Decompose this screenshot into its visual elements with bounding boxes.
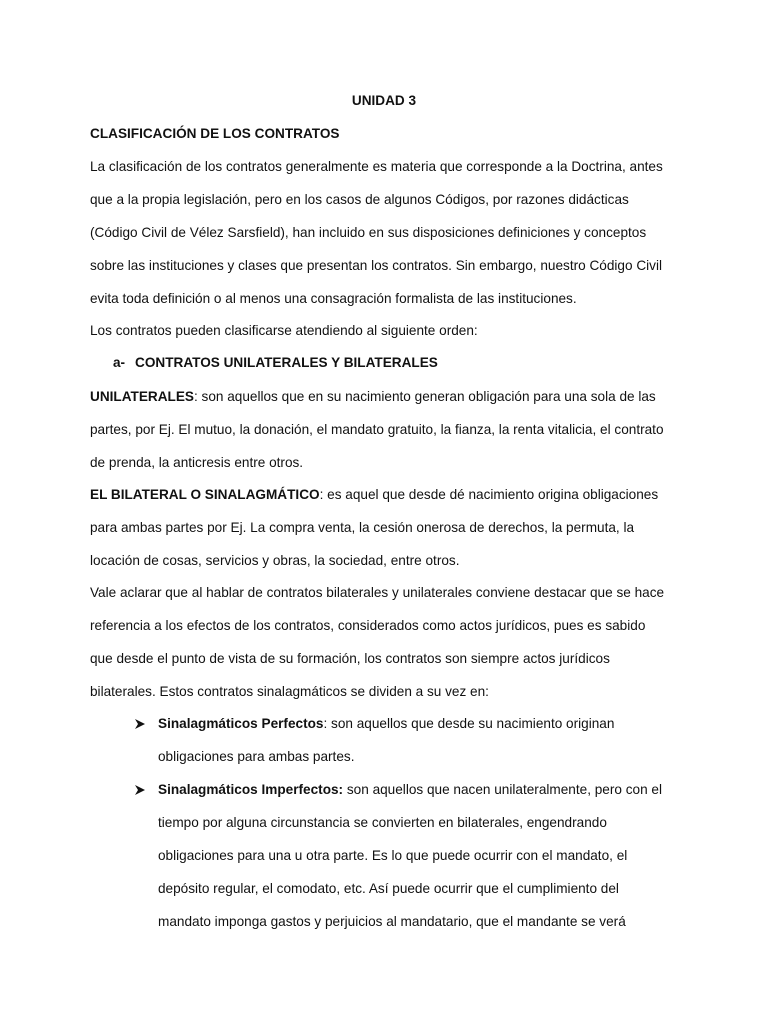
bullet-line: tiempo por alguna circunstancia se convierten en bilaterales, engendrando	[158, 815, 607, 830]
arrowhead-bullet-icon	[134, 715, 146, 733]
paragraph-line: que a la propia legislación, pero en los casos de algunos Códigos, por razones didácticas	[90, 192, 629, 207]
paragraph-line: bilaterales. Estos contratos sinalagmáticos se dividen a su vez en:	[90, 684, 489, 699]
definition-text: : es aquel que desde dé nacimiento origina obligaciones	[319, 487, 659, 502]
paragraph-line	[90, 388, 656, 406]
bullet-line: obligaciones para una u otra parte. Es lo que puede ocurrir con el mandato, el	[158, 848, 628, 863]
subsection-marker: a-	[113, 355, 126, 370]
paragraph-line: locación de cosas, servicios y obras, la sociedad, entre otros.	[90, 553, 460, 568]
paragraph-line: referencia a los efectos de los contratos, considerados como actos jurídicos, pues es sabido	[90, 618, 646, 633]
section-heading: CLASIFICACIÓN DE LOS CONTRATOS	[90, 126, 340, 141]
paragraph-line: de prenda, la anticresis entre otros.	[90, 455, 304, 470]
bullet-line	[158, 715, 614, 733]
term-unilaterales: UNILATERALES	[90, 389, 194, 404]
bullet-line: depósito regular, el comodato, etc. Así puede ocurrir que el cumplimiento del	[158, 881, 619, 896]
term-bilateral: EL BILATERAL O SINALAGMÁTICO	[90, 487, 320, 502]
paragraph-line: partes, por Ej. El mutuo, la donación, el mandato gratuito, la fianza, la renta vitalicia, el contrato	[90, 422, 664, 437]
definition-text: : son aquellos que desde su nacimiento originan	[323, 716, 615, 731]
definition-text: son aquellos que nacen unilateralmente, pero con el	[343, 782, 663, 797]
bullet-line: mandato imponga gastos y perjuicios al mandatario, que el mandante se verá	[158, 914, 626, 929]
order-line: Los contratos pueden clasificarse atendiendo al siguiente orden:	[90, 323, 478, 338]
paragraph-line	[90, 486, 658, 504]
paragraph-line: evita toda definición o al menos una consagración formalista de las instituciones.	[90, 291, 577, 306]
bullet-line	[158, 781, 662, 799]
paragraph-line: sobre las instituciones y clases que presentan los contratos. Sin embargo, nuestro Código Civil	[90, 258, 662, 273]
unit-title: UNIDAD 3	[351, 93, 417, 108]
arrowhead-bullet-icon	[134, 781, 146, 799]
term-imperfectos: Sinalagmáticos Imperfectos:	[158, 782, 344, 797]
definition-text: : son aquellos que en su nacimiento generan obligación para una sola de las	[193, 389, 656, 404]
paragraph-line: para ambas partes por Ej. La compra venta, la cesión onerosa de derechos, la permuta, la	[90, 520, 635, 535]
paragraph-line: (Código Civil de Vélez Sarsfield), han incluido en sus disposiciones definiciones y conceptos	[90, 225, 647, 240]
term-perfectos: Sinalagmáticos Perfectos	[158, 716, 324, 731]
subsection-title: CONTRATOS UNILATERALES Y BILATERALES	[135, 355, 438, 370]
paragraph-line: La clasificación de los contratos generalmente es materia que corresponde a la Doctrina, antes	[90, 159, 663, 174]
paragraph-line: que desde el punto de vista de su formación, los contratos son siempre actos jurídicos	[90, 651, 610, 666]
bullet-line: obligaciones para ambas partes.	[158, 749, 355, 764]
paragraph-line: Vale aclarar que al hablar de contratos bilaterales y unilaterales conviene destacar que se hace	[90, 585, 665, 600]
